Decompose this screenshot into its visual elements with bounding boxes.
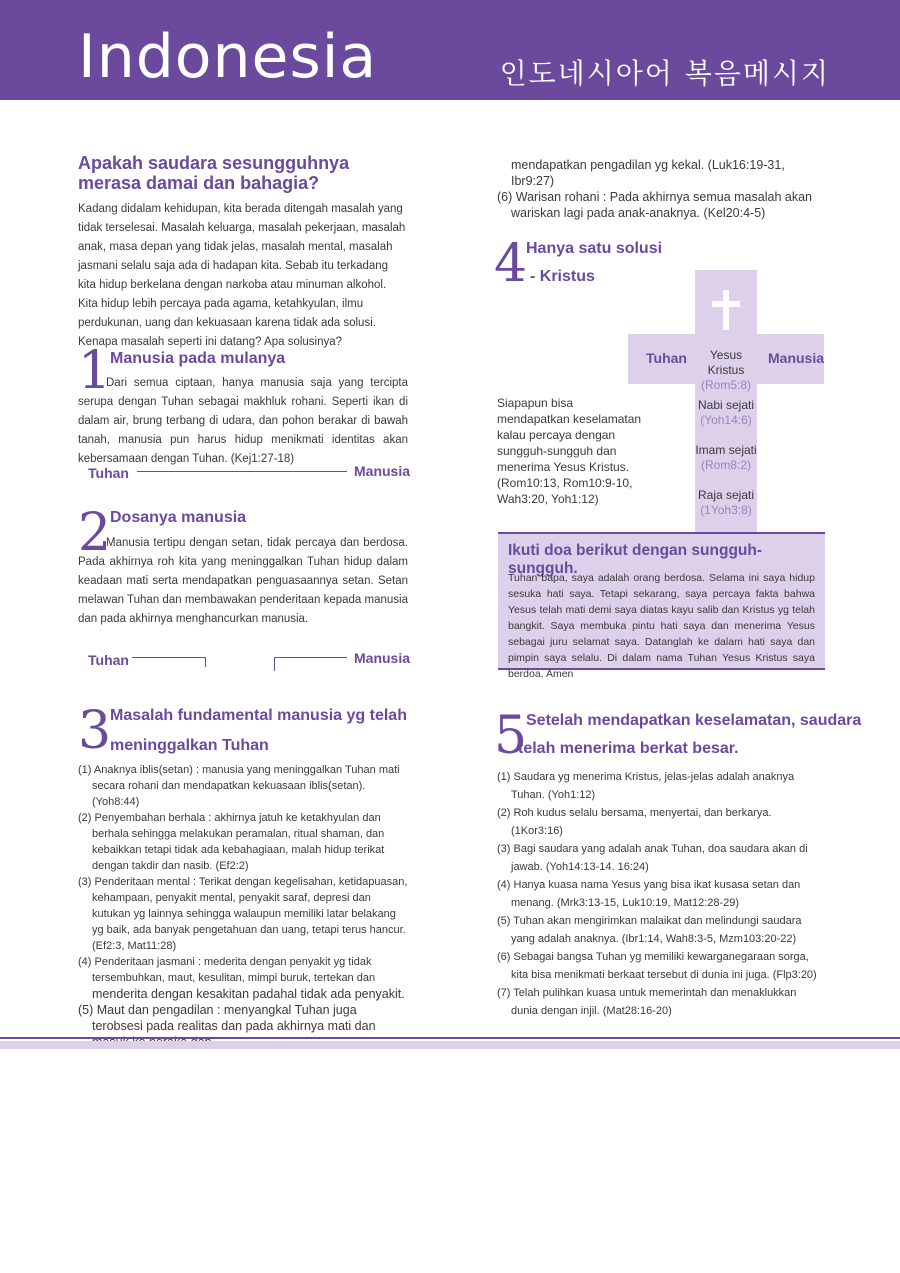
prayer-text: Tuhan bapa, saya adalah orang berdosa. Selama ini saya hidup sesuka hati saya. Tetapi sekarang, saya percaya fakta bahwa Yesus telah mati demi saya diatas kayu salib dan Kristus yg telah bangkit. Saya membuka pintu hati saya dan menerima Yesus sebagai juru selamat saya. Datanglah ke dalam hati saya dan pimpin saya selalu. Di dalam nama Tuhan Yesus Kristus saya berdoa. Amen — [508, 572, 815, 680]
section-5-number: 5 — [494, 706, 528, 766]
section-4-number: 4 — [494, 234, 528, 294]
cross-icon — [712, 290, 740, 330]
section-1-title: Manusia pada mulanya — [110, 350, 286, 367]
header-banner — [0, 0, 900, 100]
list-item: (1) Saudara yg menerima Kristus, jelas-jelas adalah anaknya Tuhan. (Yoh1:12) — [497, 771, 795, 801]
section-4-text: Siapapun bisa mendapatkan keselamatan kalau percaya dengan sungguh-sungguh dan menerima Yesus Kristus.(Rom10:13, Rom10:9-10, Wah3:20, Yoh1:12) — [497, 396, 642, 506]
role-name: Raja sejati — [697, 488, 755, 502]
section-1-left-label: Tuhan — [88, 465, 129, 481]
list-item: (2) Roh kudus selalu bersama, menyertai, dan berkarya. (1Kor3:16) — [497, 807, 772, 837]
section-1-text: Dari semua ciptaan, hanya manusia saja yang tercipta serupa dengan Tuhan sebagai makhluk rohani. Seperti ikan di dalam air, brung terbang di udara, dan pohon berakar di bawah tanah, manusia pun harus hidup menikmati identitas akan kebersamaan dengan Tuhan. (Kej1:27-18) — [78, 377, 408, 465]
section-3-number: 3 — [78, 701, 112, 761]
intro-title: Apakah saudara sesungguhnya merasa damai dan bahagia? — [78, 153, 350, 193]
list-item: (5) Tuhan akan mengirimkan malaikat dan melindungi saudara yang adalah anaknya. (Ibr1:14, Wah8:3-5, Mzm103:20-22) — [497, 915, 802, 945]
section-5-title-line2: telah menerima berkat besar. — [518, 740, 739, 757]
page-subtitle: 인도네시아어 복음메시지 — [499, 57, 830, 90]
section-5-list — [497, 768, 822, 1020]
section-2-left-label: Tuhan — [88, 652, 129, 668]
list-item: (4) Hanya kuasa nama Yesus yang bisa ikat kusasa setan dan menang. (Mrk3:13-15, Luk10:19, Mat12:28-29) — [497, 879, 801, 909]
section-2-broken-line-left — [132, 657, 205, 658]
list-item: (3) Penderitaan mental : Terikat dengan kegelisahan, ketidapuasan, kehampaan, penyakit mental, penyakit saraf, depresi dan kutukan yg lainnya sehingga walaupun memiliki latar belakang yg baik, ada banyak pengetahuan dan uang, tetapi terus hancur. (Ef2:3, Mat11:28) — [78, 876, 408, 952]
section-2-broken-line-right — [274, 657, 347, 658]
cross-center — [690, 348, 762, 393]
list-item: (7) Telah pulihkan kuasa untuk memerintah dan menaklukkan dunia dengan injil. (Mat28:16-20) — [497, 987, 797, 1017]
section-2-right-label: Manusia — [354, 650, 411, 666]
role-name: Nabi sejati — [697, 398, 755, 412]
cross-role-king — [690, 488, 762, 518]
footer-band — [0, 1041, 900, 1049]
cross-right-label: Manusia — [768, 350, 825, 366]
section-3-title-line1: Masalah fundamental manusia yg telah — [110, 707, 407, 724]
page-title: Indonesia — [78, 22, 378, 92]
list-item: (3) Bagi saudara yang adalah anak Tuhan, doa saudara akan di jawab. (Yoh14:13-14. 16:24) — [497, 843, 808, 873]
section-2-text: Manusia tertipu dengan setan, tidak percaya dan berdosa. Pada akhirnya roh kita yang meninggalkan Tuhan hidup dalam keadaan mati serta mendapatkan penguasaannya setan. Setan melawan Tuhan dan membawakan penderitaan kepada manusia dan pada akhirnya menghancurkan manusia. — [78, 537, 408, 625]
list-item: (6) Warisan rohani : Pada akhirnya semua masalah akan wariskan lagi pada anak-anaknya. (Kel20:4-5) — [497, 190, 812, 220]
section-2-number: 2 — [78, 503, 112, 563]
section-1-connection-line — [137, 471, 347, 472]
section-3-title-line2: meninggalkan Tuhan — [110, 737, 269, 754]
section-3-list-continued — [497, 157, 817, 221]
list-item: (5) Maut dan pengadilan : menyangkal Tuhan juga terobsesi pada realitas dan pada akhirnya mati dan — [78, 1003, 376, 1033]
prayer-title: Ikuti doa berikut dengan sungguh-sungguh. — [508, 542, 763, 577]
list-item: (6) Sebagai bangsa Tuhan yg memiliki kewarganegaraan sorga, kita bisa menikmati berkaat tersebut di dunia ini juga. (Flp3:20) — [497, 951, 817, 981]
list-item: (1) Anaknya iblis(setan) : manusia yang meninggalkan Tuhan mati secara rohani dan mendapatkan kekuasaan iblis(setan). (Yoh8:44) — [78, 764, 400, 808]
list-item: mendapatkan pengadilan yg kekal. (Luk16:19-31, Ibr9:27) — [511, 158, 785, 188]
cross-center-name: Yesus Kristus — [707, 348, 745, 377]
section-2-title: Dosanya manusia — [110, 509, 247, 526]
cross-role-priest — [690, 443, 762, 473]
list-item: (2) Penyembahan berhala : akhirnya jatuh ke ketakhyulan dan berhala sehingga melakukan peramalan, ritual shaman, dan kebaikkan tetapi tidak ada kebahagiaan, malah hidup terikat dengan takdir dan nasib. (Ef2:2) — [78, 812, 385, 872]
list-item: (4) Penderitaan jasmani : mederita dengan penyakit yg tidak tersembuhkan, maut, kesulitan, mimpi buruk, tertekan dan — [78, 956, 376, 984]
section-3-list — [78, 762, 408, 1050]
section-5-title-line1: Setelah mendapatkan keselamatan, saudara — [526, 712, 862, 729]
section-4-title-line1: Hanya satu solusi — [526, 240, 663, 257]
prayer-box — [498, 532, 825, 680]
section-2-broken-line-right-tick — [274, 657, 275, 671]
section-2-broken-line-left-tick — [205, 657, 206, 667]
section-1-number: 1 — [78, 341, 112, 401]
cross-center-ref: (Rom5:8) — [700, 378, 751, 392]
role-ref: (Rom8:2) — [700, 458, 751, 472]
intro-text: Kadang didalam kehidupan, kita berada ditengah masalah yang tidak terselesai. Masalah keluarga, masalah pekerjaan, masalah anak, masa depan yang tidak jelas, masalah mental, masalah jasmani selalu saja ada di hadapan kita. Sebab itu terkadang kita hidup berkelana dengan narkoba atau minuman alkohol. Kita hidup lebih percaya pada agama, ketahkyulan, ilmu perdukunan, uang dan kekuasaan karena tidak ada solusi. Kenapa masalah seperti ini datang? Apa solusinya? — [78, 203, 406, 348]
section-1-right-label: Manusia — [354, 463, 411, 479]
role-ref: (Yoh14:6) — [700, 413, 752, 427]
footer-divider — [0, 1037, 900, 1039]
section-4-title-line2: - Kristus — [530, 268, 595, 285]
cross-left-label: Tuhan — [646, 350, 687, 366]
cross-role-prophet — [690, 398, 762, 428]
list-item: menderita dengan kesakitan padahal tidak ada penyakit. — [92, 987, 405, 1001]
role-ref: (1Yoh3:8) — [700, 503, 752, 517]
role-name: Imam sejati — [695, 443, 757, 457]
